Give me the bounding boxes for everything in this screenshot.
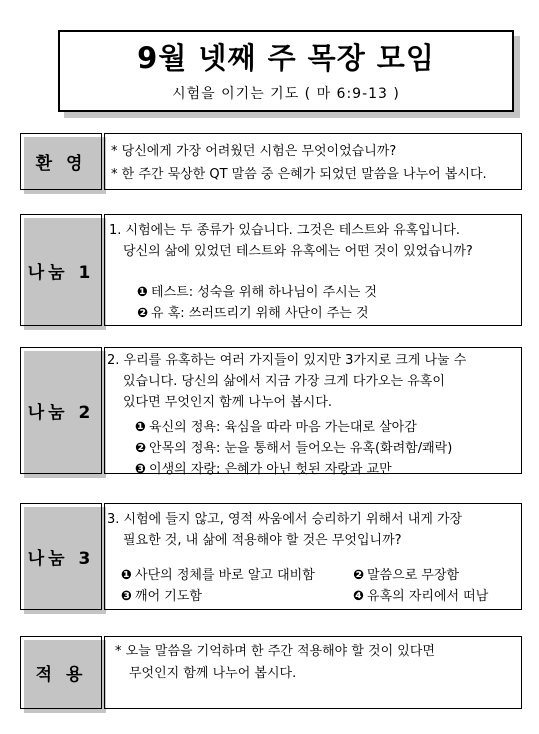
number-marker: ❸ — [135, 462, 147, 477]
text-line: 2. 우리를 유혹하는 여러 가지들이 있지만 3가지로 크게 나눌 수 — [107, 353, 467, 368]
list-item — [107, 417, 521, 438]
section-label-welcome: 환 영 — [20, 133, 102, 190]
text-line: 무엇인지 함께 나누어 봅시다. — [129, 666, 297, 681]
page-subtitle: 시험을 이기는 기도 ( 마 6:9-13 ) — [172, 86, 400, 102]
section-label-application: 적 용 — [20, 636, 102, 709]
list-item-text: 이생의 자랑: 은혜가 아닌 헛된 자랑과 교만 — [149, 462, 392, 477]
section-content-application — [104, 636, 522, 709]
section-content-sharing-2 — [104, 347, 522, 477]
list-item — [353, 586, 488, 607]
number-marker: ❸ — [121, 589, 133, 604]
section-label-sharing-3: 나눔 3 — [20, 503, 102, 610]
list-item-text: 테스트: 성숙을 위해 하나님이 주시는 것 — [151, 285, 377, 300]
number-marker: ❷ — [135, 441, 147, 456]
text-line: 있다면 무엇인지 함께 나누어 봅시다. — [123, 395, 333, 410]
text-line: 당신의 삶에 있었던 테스트와 유혹에는 어떤 것이 있었습니까? — [123, 244, 473, 259]
section-content-welcome — [104, 133, 522, 190]
list-item-text: 안목의 정욕: 눈을 통해서 들어오는 유혹(화려함/쾌락) — [149, 441, 453, 456]
text-line: * 당신에게 가장 어려웠던 시험은 무엇이었습니까? — [111, 144, 397, 159]
list-item — [353, 565, 459, 586]
list-item-text: 깨어 기도함 — [135, 589, 202, 604]
section-label-sharing-2: 나눔 2 — [20, 347, 102, 474]
text-line: 필요한 것, 내 삶에 적용해야 할 것은 무엇입니까? — [123, 533, 402, 548]
section-content-sharing-1 — [104, 214, 522, 326]
number-marker: ❷ — [353, 568, 365, 583]
text-line: * 오늘 말씀을 기억하며 한 주간 적용해야 할 것이 있다면 — [115, 644, 435, 659]
list-item-text: 육신의 정욕: 육심을 따라 마음 가는대로 살아감 — [149, 420, 417, 435]
section-content-sharing-3 — [104, 503, 522, 610]
list-item — [121, 586, 353, 607]
list-item — [109, 282, 521, 303]
number-marker: ❷ — [137, 306, 149, 321]
text-line: 1. 시험에는 두 종류가 있습니다. 그것은 테스트와 유혹입니다. — [109, 223, 460, 238]
list-item-text: 말씀으로 무장함 — [367, 568, 460, 583]
list-item-text: 사단의 정체를 바로 알고 대비함 — [135, 568, 315, 583]
section-label-sharing-1: 나눔 1 — [20, 214, 102, 326]
title-box — [58, 30, 514, 112]
list-item — [107, 459, 521, 480]
text-line: 3. 시험에 들지 않고, 영적 싸움에서 승리하기 위해서 내게 가장 — [107, 512, 463, 527]
list-item-text: 유혹의 자리에서 떠남 — [367, 589, 489, 604]
text-line: 있습니다. 당신의 삶에서 지금 가장 크게 다가오는 유혹이 — [123, 374, 445, 389]
list-item — [121, 565, 353, 586]
number-marker: ❹ — [353, 589, 365, 604]
list-item — [109, 303, 521, 324]
number-marker: ❶ — [137, 285, 149, 300]
page-title: 9월 넷째 주 목장 모임 — [137, 41, 435, 75]
list-item-text: 유 혹: 쓰러뜨리기 위해 사단이 주는 것 — [151, 306, 369, 321]
list-item — [107, 438, 521, 459]
number-marker: ❶ — [121, 568, 133, 583]
text-line: * 한 주간 묵상한 QT 말씀 중 은혜가 되었던 말씀을 나누어 봅시다. — [111, 167, 487, 182]
number-marker: ❶ — [135, 420, 147, 435]
